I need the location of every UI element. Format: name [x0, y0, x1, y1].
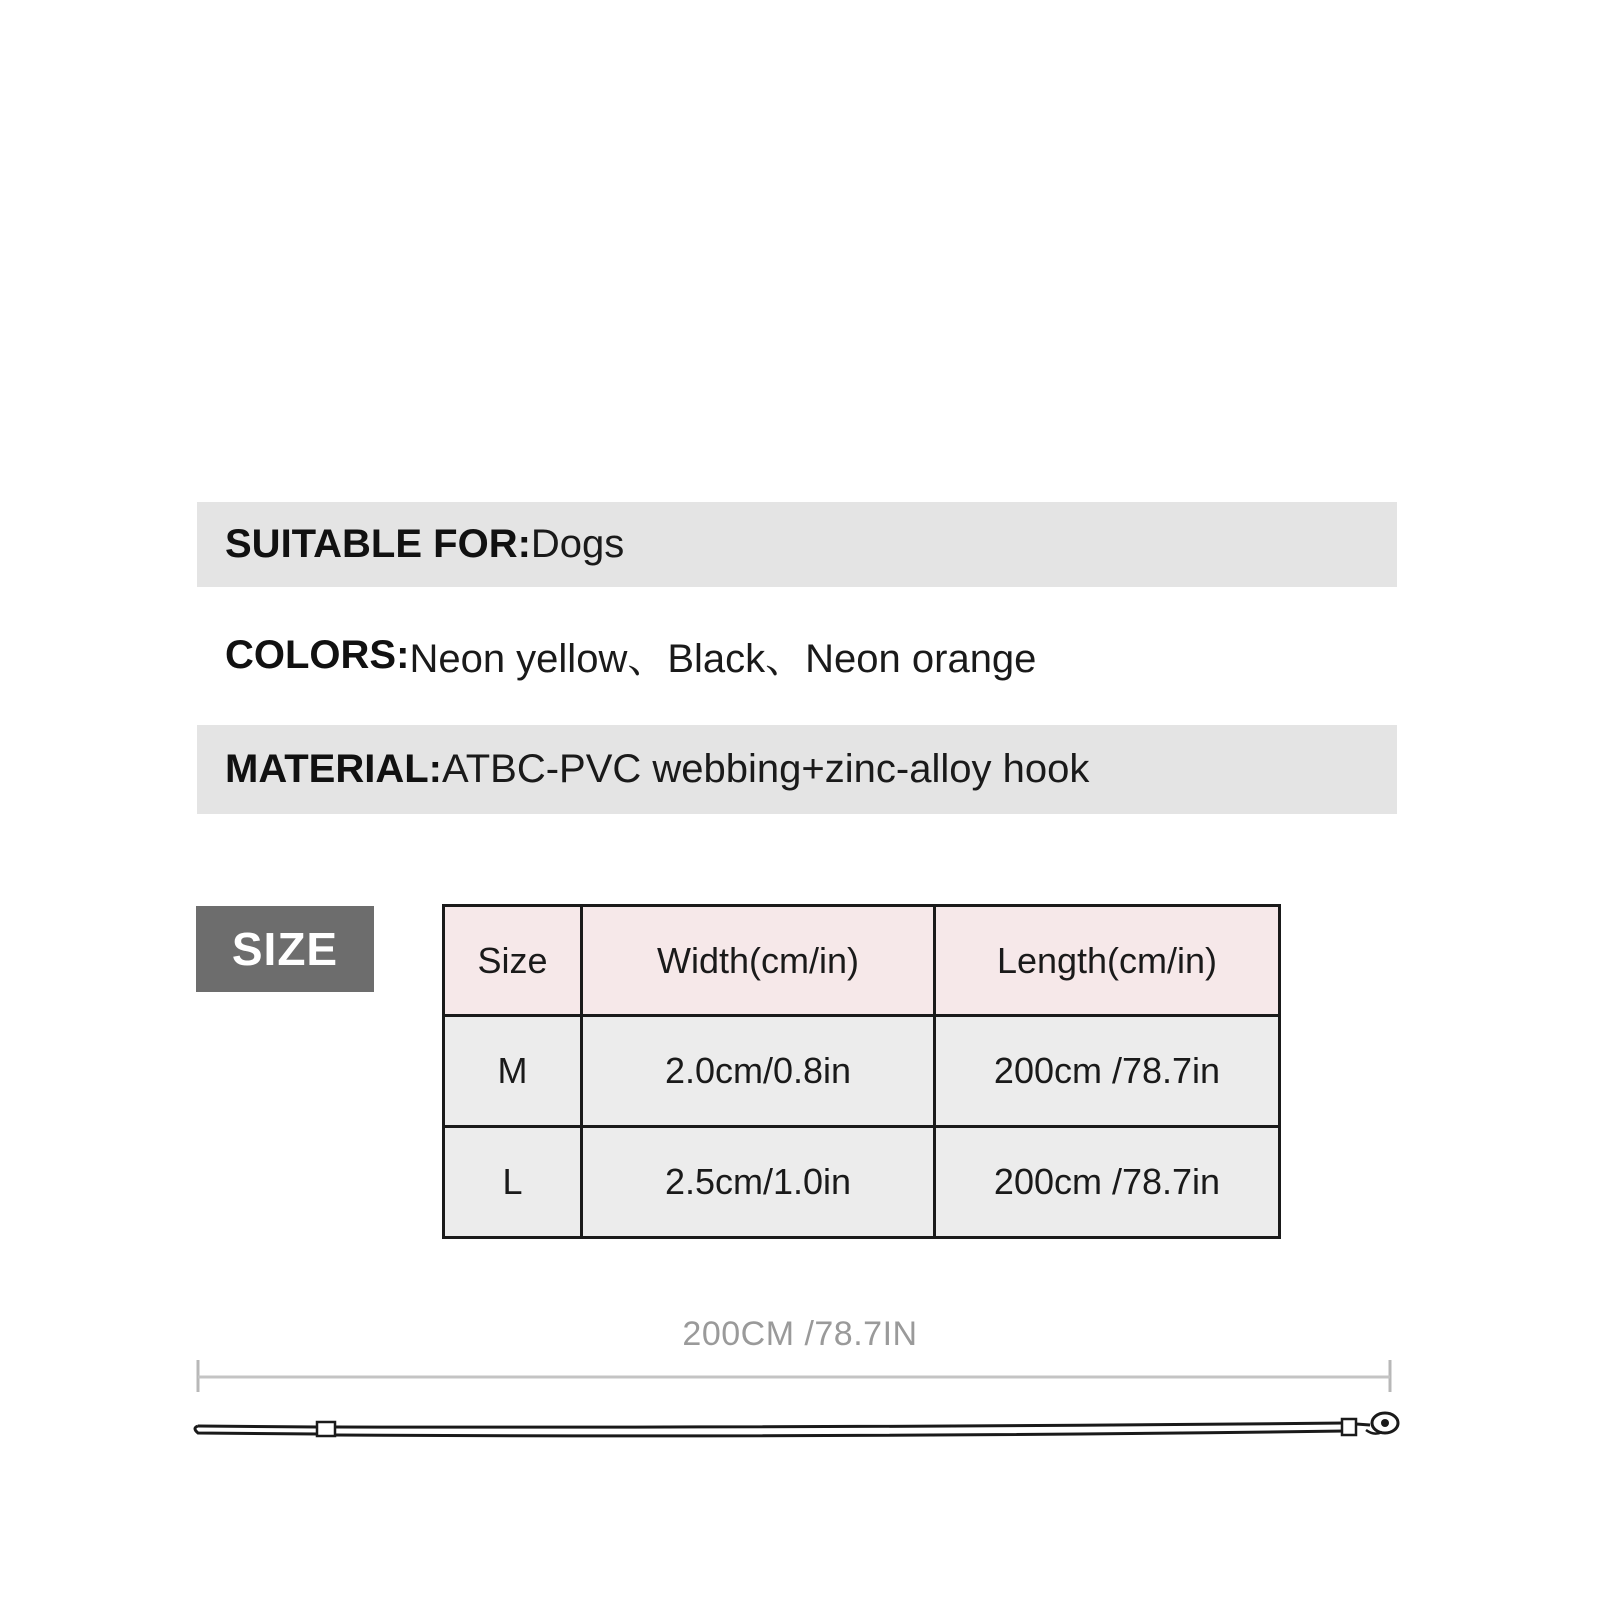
cell-width: 2.5cm/1.0in	[582, 1127, 935, 1238]
header-width: Width(cm/in)	[582, 906, 935, 1016]
suitable-for-value: Dogs	[530, 522, 625, 566]
header-length: Length(cm/in)	[935, 906, 1280, 1016]
colors-label: COLORS:	[225, 633, 410, 677]
table-row	[444, 1127, 1280, 1238]
material-value: ATBC-PVC webbing+zinc-alloy hook	[442, 747, 1090, 791]
colors-value: Neon yellow、Black、Neon orange	[409, 637, 1037, 681]
cell-size: M	[444, 1016, 582, 1127]
cell-width: 2.0cm/0.8in	[582, 1016, 935, 1127]
leash-illustration	[190, 1400, 1410, 1460]
spec-row-suitable-for	[197, 502, 1397, 587]
dimension-label: 200CM /78.7IN	[682, 1315, 918, 1353]
spec-row-material	[197, 725, 1397, 814]
material-label: MATERIAL:	[225, 747, 442, 791]
size-table	[442, 904, 1281, 1239]
suitable-for-label: SUITABLE FOR:	[225, 522, 531, 566]
table-row	[444, 1016, 1280, 1127]
header-size: Size	[444, 906, 582, 1016]
size-badge: SIZE	[196, 906, 374, 992]
spec-row-colors	[197, 613, 1397, 698]
size-table-header-row	[444, 906, 1280, 1016]
cell-size: L	[444, 1127, 582, 1238]
cell-length: 200cm /78.7in	[935, 1016, 1280, 1127]
dimension-line	[196, 1352, 1392, 1392]
cell-length: 200cm /78.7in	[935, 1127, 1280, 1238]
